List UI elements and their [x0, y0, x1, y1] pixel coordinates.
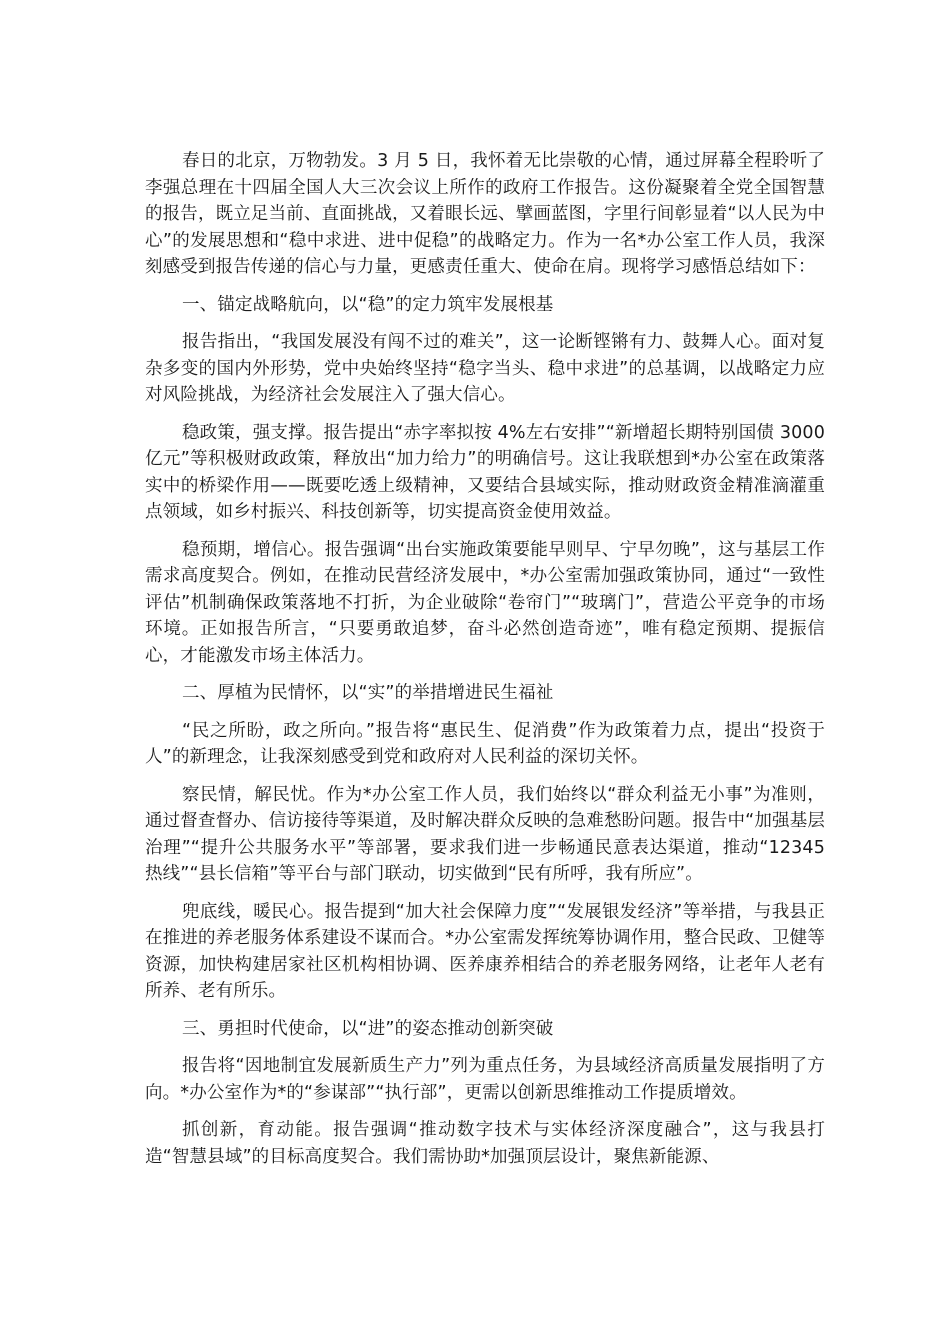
- section-heading-2: 二、厚植为民情怀，以“实”的举措增进民生福祉: [182, 683, 554, 703]
- paragraph-intro: 春日的北京，万物勃发。3 月 5 日，我怀着无比崇敬的心情，通过屏幕全程聆听了李强总理在十四届全国人大三次会议上所作的政府工作报告。这份凝聚着全党全国智慧的报告，既立足当前、直面挑战，又着眼长远、擘画蓝图，字里行间彰显着“以人民为中心”的发展思想和“稳中求进、进中促稳”的战略定力。作为一名*办公室工作人员，我深刻感受到报告传递的信心与力量，更感责任重大、使命在肩。现将学习感悟总结如下：: [145, 151, 825, 277]
- paragraph: 报告将“因地制宜发展新质生产力”列为重点任务，为县域经济高质量发展指明了方向。*办公室作为*的“参谋部”“执行部”，更需以创新思维推动工作提质增效。: [145, 1056, 825, 1103]
- paragraph: 察民情，解民忧。作为*办公室工作人员，我们始终以“群众利益无小事”为准则，通过督查督办、信访接待等渠道，及时解决群众反映的急难愁盼问题。报告中“加强基层治理”“提升公共服务水平”等部署，要求我们进一步畅通民意表达渠道，推动“12345 热线”“县长信箱”等平台与部门联动，切实做到“民有所呼，我有所应”。: [145, 784, 825, 884]
- paragraph: 稳政策，强支撑。报告提出“赤字率拟按 4%左右安排”“新增超长期特别国债 3000 亿元”等积极财政政策，释放出“加力给力”的明确信号。这让我联想到*办公室在政策落实中的桥梁作用——既要吃透上级精神，又要结合县域实际，推动财政资金精准滴灌重点领域，如乡村振兴、科技创新等，切实提高资金使用效益。: [145, 422, 825, 522]
- section-heading-1: 一、锚定战略航向，以“稳”的定力筑牢发展根基: [182, 294, 554, 315]
- paragraph: 报告指出，“我国发展没有闯不过的难关”，这一论断铿锵有力、鼓舞人心。面对复杂多变的国内外形势，党中央始终坚持“稳字当头、稳中求进”的总基调，以战略定力应对风险挑战，为经济社会发展注入了强大信心。: [145, 332, 825, 405]
- section-heading-3: 三、勇担时代使命，以“进”的姿态推动创新突破: [182, 1018, 554, 1039]
- paragraph: 兜底线，暖民心。报告提到“加大社会保障力度”“发展银发经济”等举措，与我县正在推进的养老服务体系建设不谋而合。*办公室需发挥统筹协调作用，整合民政、卫健等资源，加快构建居家社区机构相协调、医养康养相结合的养老服务网络，让老年人老有所养、老有所乐。: [145, 901, 825, 1001]
- paragraph: “民之所盼，政之所向。”报告将“惠民生、促消费”作为政策着力点，提出“投资于人”的新理念，让我深刻感受到党和政府对人民利益的深切关怀。: [145, 720, 825, 767]
- paragraph: 抓创新，育动能。报告强调“推动数字技术与实体经济深度融合”，这与我县打造“智慧县域”的目标高度契合。我们需协助*加强顶层设计，聚焦新能源、: [145, 1120, 825, 1167]
- paragraph: 稳预期，增信心。报告强调“出台实施政策要能早则早、宁早勿晚”，这与基层工作需求高度契合。例如，在推动民营经济发展中，*办公室需加强政策协同，通过“一致性评估”机制确保政策落地不打折，为企业破除“卷帘门”“玻璃门”，营造公平竞争的市场环境。正如报告所言，“只要勇敢追梦，奋斗必然创造奇迹”，唯有稳定预期、提振信心，才能激发市场主体活力。: [145, 539, 825, 666]
- document-body: [145, 148, 825, 1181]
